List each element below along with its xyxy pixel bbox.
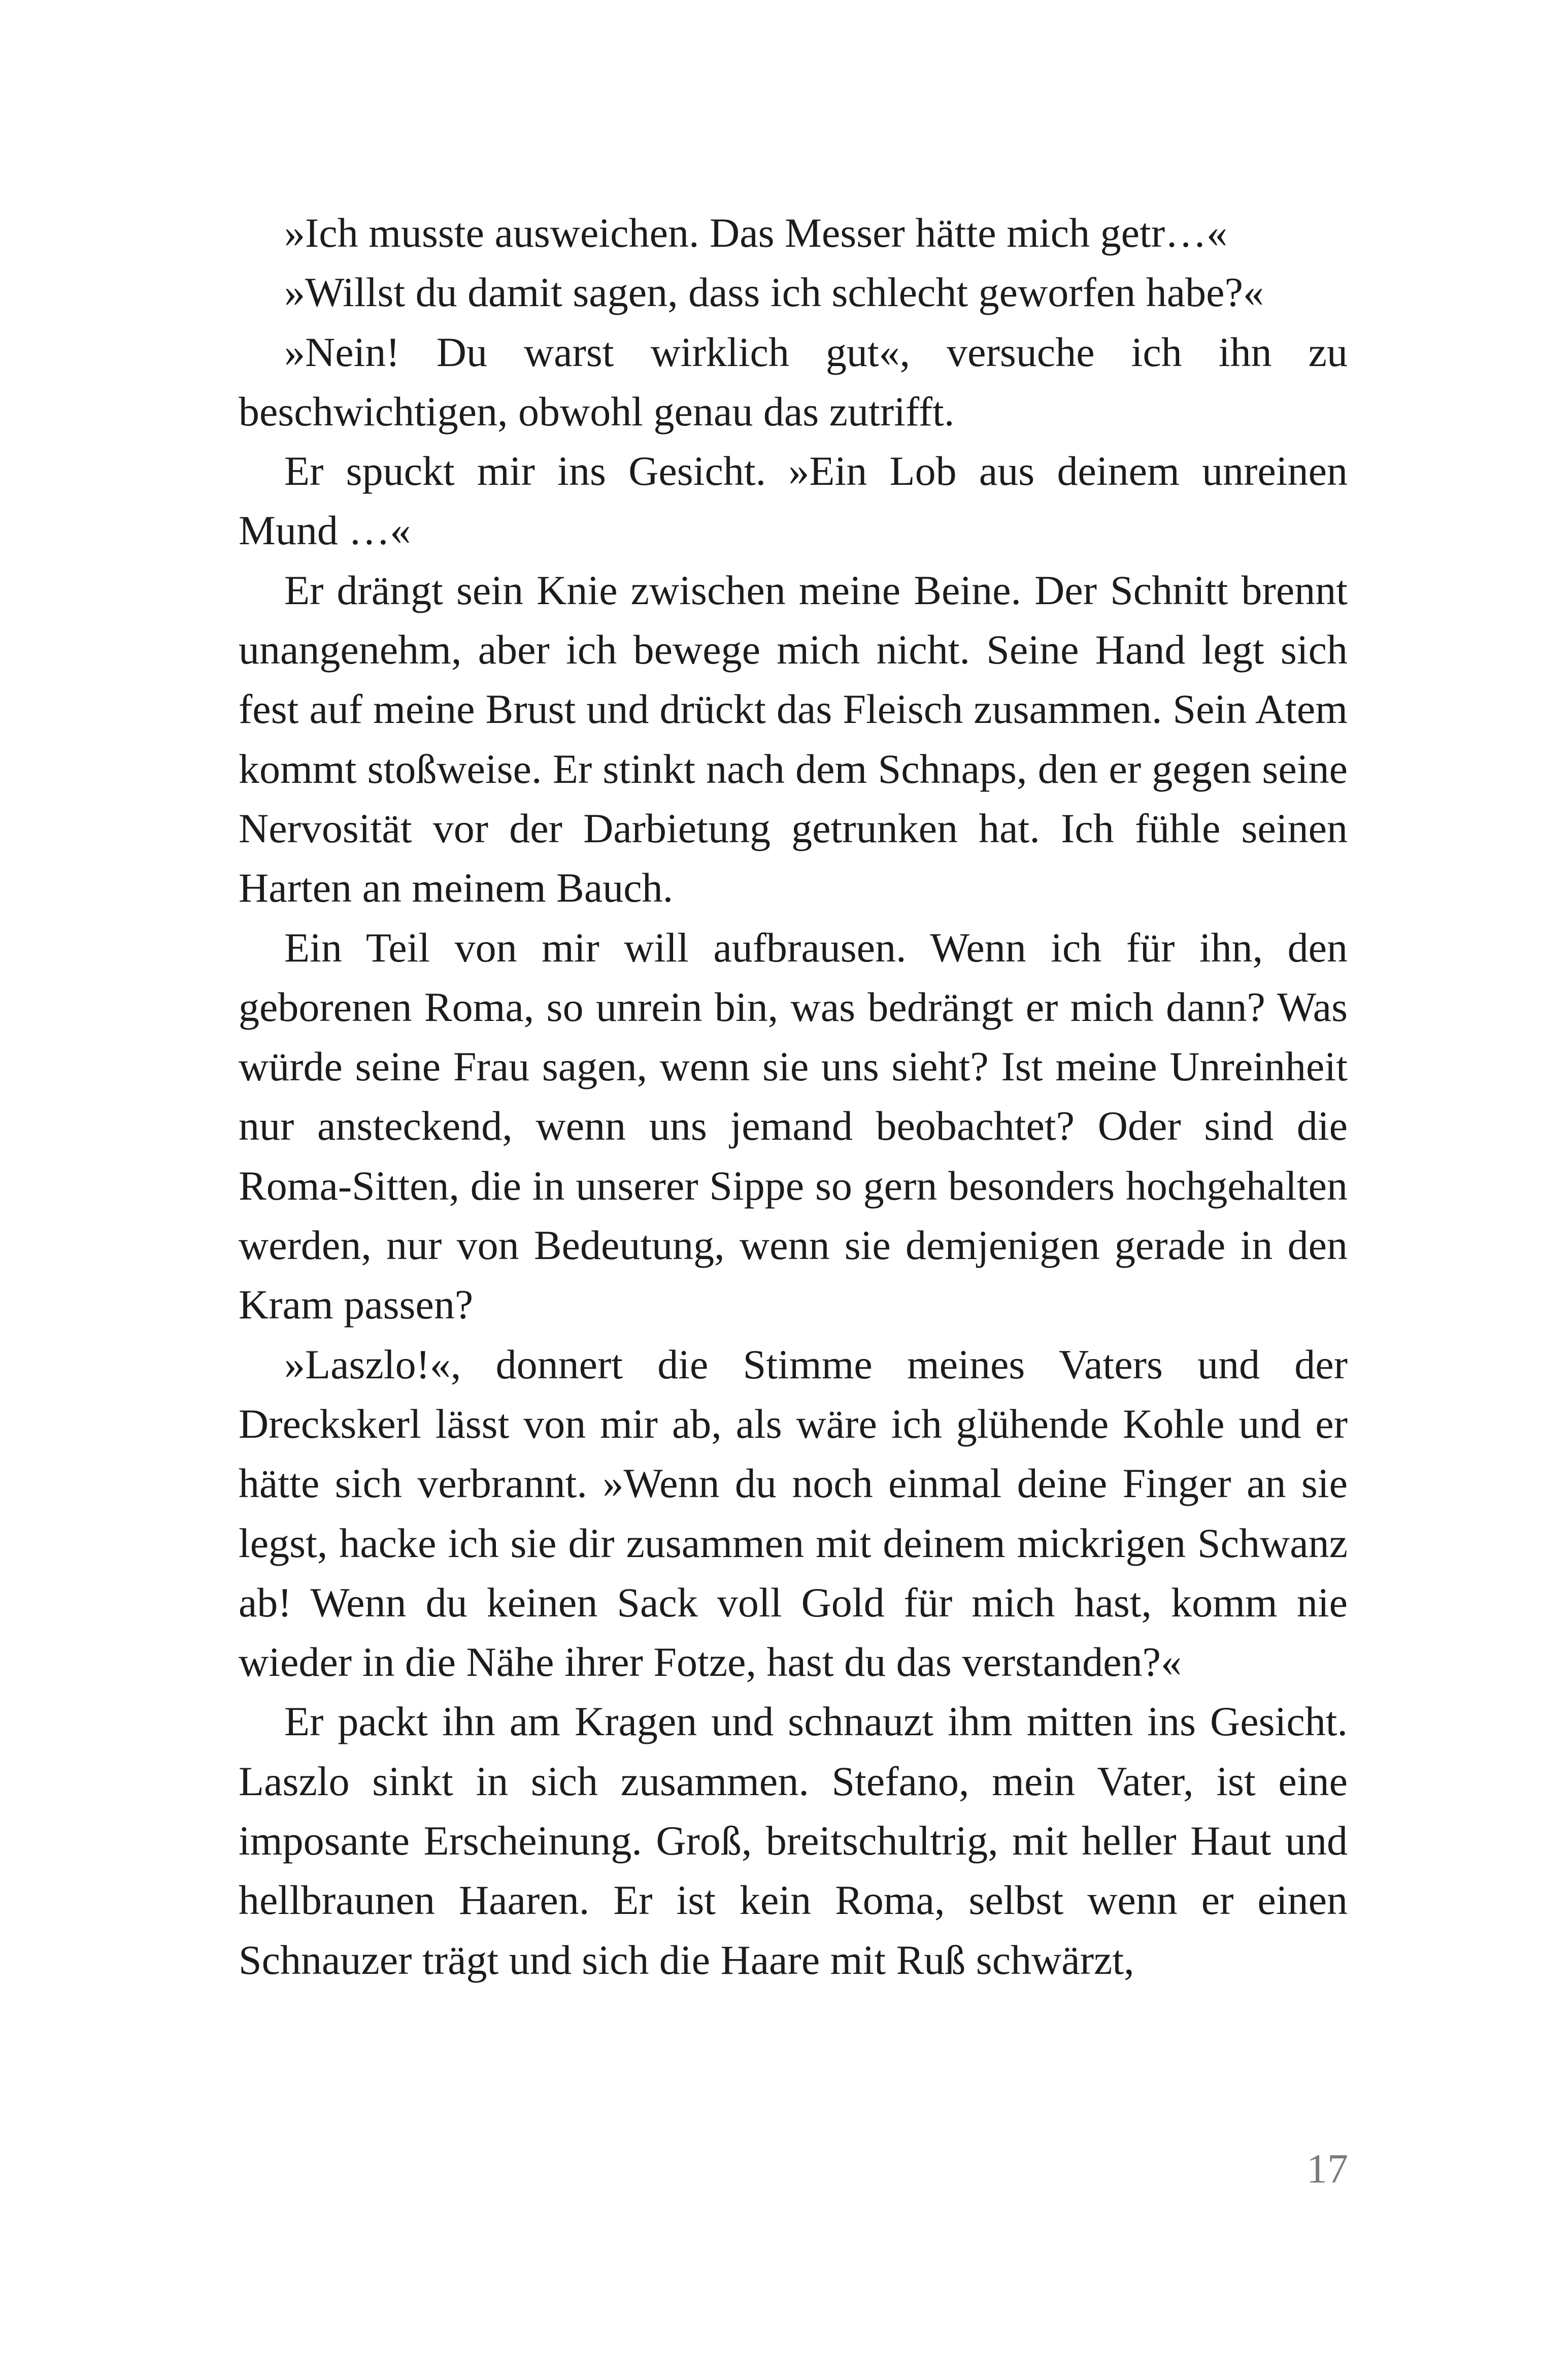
paragraph-8: Er packt ihn am Kragen und schnauzt ihm mitten ins Gesicht. Laszlo sinkt in sich zusammen. Stefano, mein Vater, ist eine imposante Erscheinung. Groß, breitschultrig, mit heller Haut und hellbraunen Haaren. Er ist kein Roma, selbst wenn er einen Schnauzer trägt und sich die Haare mit Ruß schwärzt, <box>239 1698 1348 1983</box>
paragraph-1: »Ich musste ausweichen. Das Messer hätte mich getr…« <box>284 210 1228 256</box>
body-text <box>239 203 1348 1990</box>
paragraph-7: »Laszlo!«, donnert die Stimme meines Vaters und der Dreckskerl lässt von mir ab, als wäre ich glühende Kohle und er hätte sich verbrannt. »Wenn du noch einmal deine Finger an sie legst, hacke ich sie dir zusammen mit deinem mickrigen Schwanz ab! Wenn du keinen Sack voll Gold für mich hast, komm nie wieder in die Nähe ihrer Fotze, hast du das verstanden?« <box>239 1341 1348 1685</box>
page-number: 17 <box>1306 2145 1348 2192</box>
paragraph-5: Er drängt sein Knie zwischen meine Beine. Der Schnitt brennt unangenehm, aber ich bewege mich nicht. Seine Hand legt sich fest auf meine Brust und drückt das Fleisch zusammen. Sein Atem kommt stoßweise. Er stinkt nach dem Schnaps, den er gegen seine Nervosität vor der Darbietung getrunken hat. Ich fühle seinen Harten an meinem Bauch. <box>239 567 1348 911</box>
paragraph-4: Er spuckt mir ins Gesicht. »Ein Lob aus deinem unreinen Mund …« <box>239 448 1348 554</box>
paragraph-3: »Nein! Du warst wirklich gut«, versuche ich ihn zu beschwichtigen, obwohl genau das zutrifft. <box>239 328 1348 435</box>
paragraph-2: »Willst du damit sagen, dass ich schlecht geworfen habe?« <box>284 269 1264 316</box>
paragraph-6: Ein Teil von mir will aufbrausen. Wenn ich für ihn, den geborenen Roma, so unrein bin, was bedrängt er mich dann? Was würde seine Frau sagen, wenn sie uns sieht? Ist meine Unreinheit nur ansteckend, wenn uns jemand beobachtet? Oder sind die Roma-Sitten, die in unserer Sippe so gern besonders hochgehalten werden, nur von Bedeutung, wenn sie demjenigen gerade in den Kram passen? <box>239 924 1348 1328</box>
